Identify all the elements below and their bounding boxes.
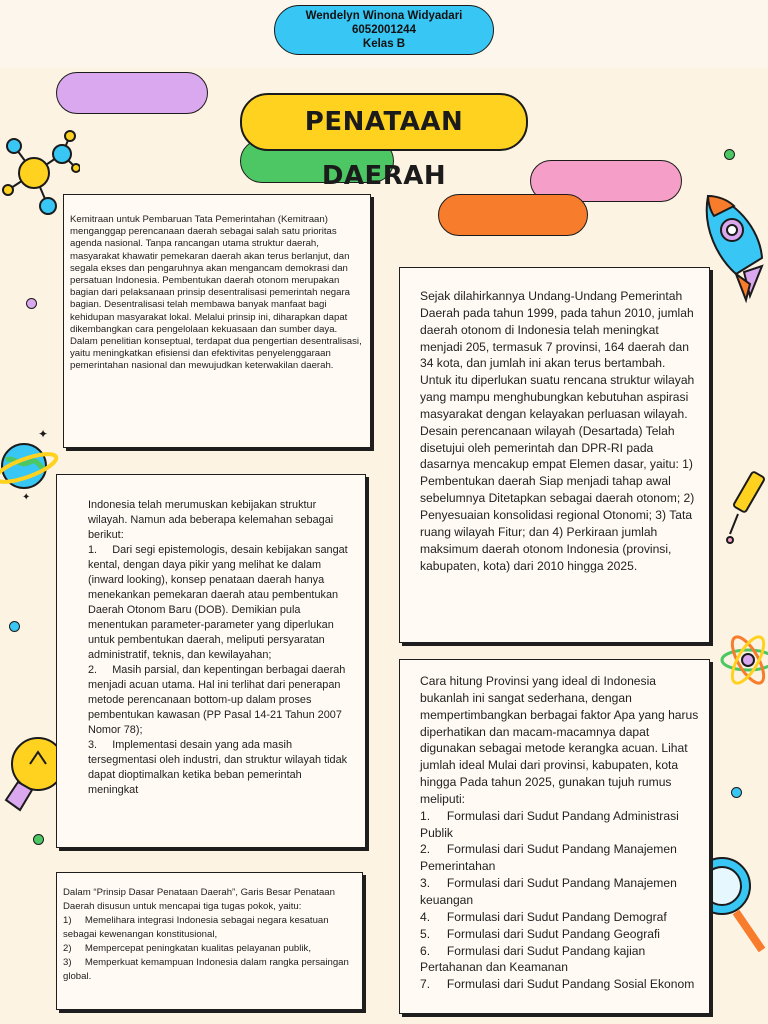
card-text: Indonesia telah merumuskan kebijakan struktur wilayah. Namun ada beberapa kelemahan sebagai berikut: 1. Dari segi epistemologis, desain kebijakan sangat kental, dengan daya pikir yang melihat ke dalam (inward looking), konsep penataan daerah hanya menekankan pemekaran daerah atau pembentukan Daerah Otonom Baru (DOB). Demikian pula menentukan parameter-parameter yang diperlukan untuk pembentukan daerah, meliputi persyaratan administratif, teknis, dan kewilayahan; 2. Masih parsial, dan kepentingan berbagai daerah menjadi acuan utama. Hal ini terlihat dari penerapan metode perencanaan bottom-up dalam proses pembentukan kawasan (PP Pasal 14-21 Tahun 2007 Nomor 78); 3. Implementasi desain yang ada masih tersegmentasi oleh industri, dan struktur wilayah tidak dapat dioptimalkan ketika beban pemerintah meningkat [88,499,348,796]
planet-icon [0,426,62,502]
svg-text:✦: ✦ [38,427,49,441]
card-text: Kemitraan untuk Pembaruan Tata Pemerintahan (Kemitraan) menganggap perencanaan daerah sebagai salah satu prioritas agenda nasional. Tanpa rancangan utama struktur daerah, masyarakat khawatir pemekaran daerah akan terus berlanjut, dan segala ekses dan pengaruhnya akan mengancam demokrasi dan persatuan Indonesia. Pembentukan daerah otonom merupakan bagian dari pelaksanaan prinsip desentralisasi pemerintah negara bagian. Desentralisasi telah membawa banyak manfaat bagi kehidupan masyarakat lokal. Melalui prinsip ini, diharapkan dapat dikembangkan cara pengelolaan kekuasaan dan sumber daya. Dalam penelitian konseptual, terdapat dua pengertian desentralisasi, yaitu meningkatkan efisiensi dan efektivitas penyelenggaraan pemerintahan nasional dan mewujudkan keterwakilan daerah. [70,214,365,372]
text-card-sejarah [399,267,710,643]
dot-blue-left [9,621,20,632]
author-class: Kelas B [362,38,406,50]
svg-text:✦: ✦ [22,492,31,502]
syringe-icon [724,462,768,546]
dot-green [724,149,735,160]
text-card-kelemahan [56,474,366,848]
card-text: Cara hitung Provinsi yang ideal di Indonesia bukanlah ini sangat sederhana, dengan mempertimbangkan berbagai faktor Apa yang harus diperhatikan dan macam-macamnya dapat digunakan sebagai metode kerangka acuan. Lihat jumlah ideal Mulai dari provinsi, kabupaten, kota hingga Pada tahun 2025, gunakan tujuh rumus meliputi: 1. Formulasi dari Sudut Pandang Administrasi Publik 2. Formulasi dari Sudut Pandang Manajemen Pemerintahan 3. Formulasi dari Sudut Pandang Manajemen keuangan 4. Formulasi dari Sudut Pandang Demograf 5. Formulasi dari Sudut Pandang Geografi 6. Formulasi dari Sudut Pandang kajian Pertahanan dan Keamanan 7. Formulasi dari Sudut Pandang Sosial Ekonom [420,674,699,992]
text-card-cara-hitung [399,659,710,1014]
text-card-kemitraan [63,194,371,448]
dot-blue-right [731,787,742,798]
author-name: Wendelyn Winona Widyadari [305,10,463,22]
author-badge [274,5,494,55]
card-text: Dalam “Prinsip Dasar Penataan Daerah”, Garis Besar Penataan Daerah disusun untuk mencapai tiga tugas pokok, yaitu: 1) Memelihara integrasi Indonesia sebagai negara kesatuan sebagai kewenangan konstitusional, 2) Mempercepat peningkatan kualitas pelayanan publik, 3) Memperkuat kemampuan Indonesia dalam rangka persaingan global. [63,887,349,982]
dot-green-left [33,834,44,845]
dot-purple [26,298,37,309]
purple-pill [56,72,208,114]
author-id: 6052001244 [352,24,416,36]
orange-pill [438,194,588,236]
card-text: Sejak dilahirkannya Undang-Undang Pemerintah Daerah pada tahun 1999, pada tahun 2010, jumlah daerah otonom di Indonesia telah meningkat menjadi 205, termasuk 7 provinsi, 164 daerah dan 34 kota, dan jumlah ini akan terus bertambah. Untuk itu diperlukan suatu rencana struktur wilayah yang mampu menghubungkan kebutuhan aspirasi masyarakat dengan kelayakan perluasan wilayah. Desain perencanaan wilayah (Desartada) Telah disetujui oleh pemerintah dan DPR-RI pada dasarnya mencakup empat Elemen dasar, yaitu: 1) Pembentukan daerah Siap menjadi tahap awal sebelumnya Ditetapkan sebagai daerah otonom; 2) Penyesuaian konsolidasi regional Otonomi; 3) Tata ruang wilayah Fitur; dan 4) Perkiraan jumlah maksimum daerah otonom Indonesia (provinsi, kabupaten, kota) dari 2010 hingga 2025. [420,289,698,573]
atom-icon [712,618,768,702]
page-title: PENATAAN DAERAH [240,93,528,151]
text-card-prinsip-dasar [56,872,363,1010]
